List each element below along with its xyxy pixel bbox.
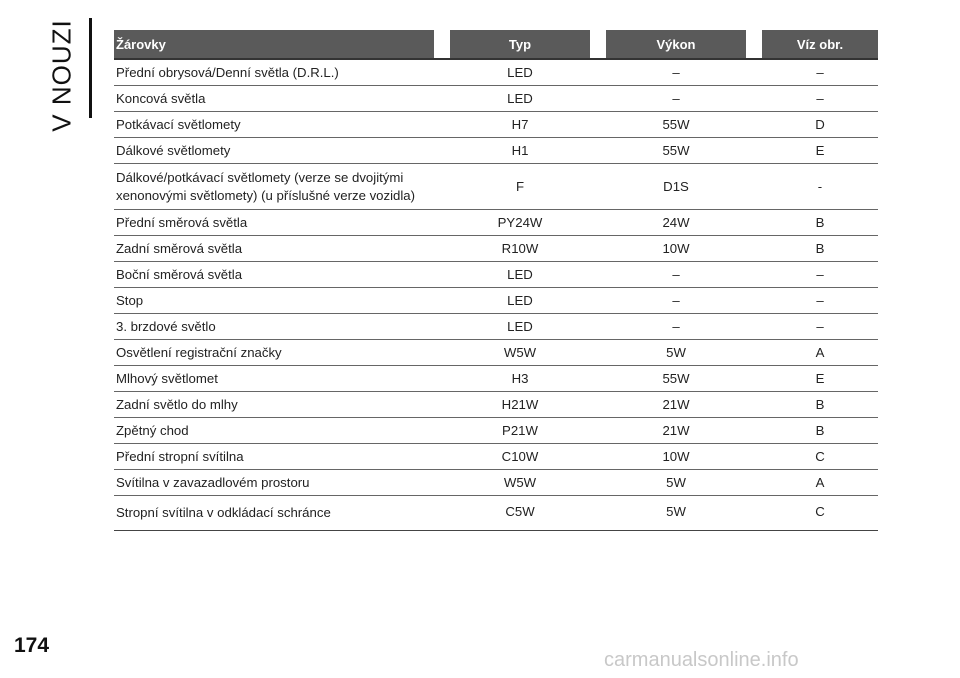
header-bulbs: Žárovky: [114, 30, 434, 58]
header-figure: Víz obr.: [762, 30, 878, 58]
cell-type: H7: [511, 117, 529, 132]
cell-figure: –: [816, 65, 824, 80]
table-row: [114, 392, 878, 418]
cell-bulb: Přední stropní svítilna: [116, 448, 244, 464]
table-row: [114, 138, 878, 164]
cell-power: –: [672, 267, 680, 282]
cell-power: 55W: [662, 143, 690, 158]
table-row: [114, 210, 878, 236]
cell-type: R10W: [501, 241, 539, 256]
header-type: Typ: [450, 30, 590, 58]
table-row: [114, 366, 878, 392]
cell-figure: -: [817, 179, 823, 194]
cell-figure: –: [816, 91, 824, 106]
watermark-text[interactable]: carmanualsonline.info: [604, 649, 799, 671]
table-row: [114, 112, 878, 138]
cell-power: 21W: [662, 397, 690, 412]
cell-figure: D: [815, 117, 825, 132]
cell-bulb: Dálkové světlomety: [116, 142, 231, 158]
table-row: [114, 418, 878, 444]
cell-figure: B: [815, 215, 825, 230]
section-side-rule: [89, 18, 92, 118]
cell-figure: B: [815, 241, 825, 256]
cell-type: C5W: [505, 504, 535, 519]
table-row: [114, 496, 878, 531]
cell-bulb: Zpětný chod: [116, 422, 189, 438]
cell-power: –: [672, 91, 680, 106]
cell-type: LED: [507, 91, 533, 106]
section-side-label: [36, 19, 88, 132]
cell-figure: E: [815, 371, 825, 386]
table-row: [114, 444, 878, 470]
cell-bulb: Mlhový světlomet: [116, 370, 218, 386]
cell-power: D1S: [663, 179, 689, 194]
cell-power: 21W: [662, 423, 690, 438]
cell-type: F: [515, 179, 525, 194]
cell-type: LED: [507, 293, 533, 308]
cell-figure: B: [815, 397, 825, 412]
cell-power: 10W: [662, 241, 690, 256]
table-body: [114, 58, 878, 531]
cell-power: 55W: [662, 371, 690, 386]
cell-bulb: Koncová světla: [116, 90, 206, 106]
cell-figure: C: [815, 504, 825, 519]
cell-figure: C: [815, 449, 825, 464]
page-number: 174: [14, 634, 50, 657]
cell-power: –: [672, 65, 680, 80]
cell-bulb: Přední obrysová/Denní světla (D.R.L.): [116, 64, 339, 80]
cell-power: 5W: [666, 345, 686, 360]
cell-figure: E: [815, 143, 825, 158]
cell-bulb: Dálkové/potkávací světlomety (verze se dvojitými xenonovými světlomety) (u příslušné verze vozidla): [116, 169, 416, 203]
cell-bulb: Boční směrová světla: [116, 266, 243, 282]
cell-bulb: Zadní směrová světla: [116, 240, 243, 256]
cell-figure: –: [816, 293, 824, 308]
cell-power: 24W: [662, 215, 690, 230]
cell-power: 55W: [662, 117, 690, 132]
header-power: Výkon: [606, 30, 746, 58]
cell-bulb: Potkávací světlomety: [116, 116, 241, 132]
cell-type: LED: [507, 267, 533, 282]
bulb-table: [114, 30, 878, 531]
cell-power: 5W: [666, 504, 686, 519]
cell-type: LED: [507, 65, 533, 80]
cell-type: P21W: [502, 423, 538, 438]
cell-type: H3: [511, 371, 529, 386]
cell-bulb: Přední směrová světla: [116, 214, 248, 230]
table-row: [114, 288, 878, 314]
cell-figure: A: [815, 345, 825, 360]
table-row: [114, 262, 878, 288]
cell-bulb: Stropní svítilna v odkládací schránce: [116, 505, 331, 520]
cell-bulb: Svítilna v zavazadlovém prostoru: [116, 474, 310, 490]
section-side-label-text: V NOUZI: [46, 19, 77, 132]
cell-bulb: 3. brzdové světlo: [116, 318, 216, 334]
table-row: [114, 86, 878, 112]
cell-type: H21W: [501, 397, 539, 412]
cell-figure: B: [815, 423, 825, 438]
cell-type: W5W: [503, 475, 537, 490]
cell-type: W5W: [503, 345, 537, 360]
cell-power: –: [672, 293, 680, 308]
cell-power: 10W: [662, 449, 690, 464]
cell-type: C10W: [501, 449, 539, 464]
table-header: [114, 30, 878, 58]
table-row: [114, 340, 878, 366]
cell-figure: –: [816, 267, 824, 282]
table-row: [114, 60, 878, 86]
cell-bulb: Osvětlení registrační značky: [116, 344, 282, 360]
cell-bulb: Stop: [116, 292, 144, 308]
cell-figure: –: [816, 319, 824, 334]
table-row: [114, 164, 878, 210]
cell-power: 5W: [666, 475, 686, 490]
table-row: [114, 470, 878, 496]
table-row: [114, 314, 878, 340]
cell-type: PY24W: [497, 215, 543, 230]
cell-type: LED: [507, 319, 533, 334]
table-row: [114, 236, 878, 262]
cell-power: –: [672, 319, 680, 334]
cell-figure: A: [815, 475, 825, 490]
cell-bulb: Zadní světlo do mlhy: [116, 396, 238, 412]
cell-type: H1: [511, 143, 529, 158]
